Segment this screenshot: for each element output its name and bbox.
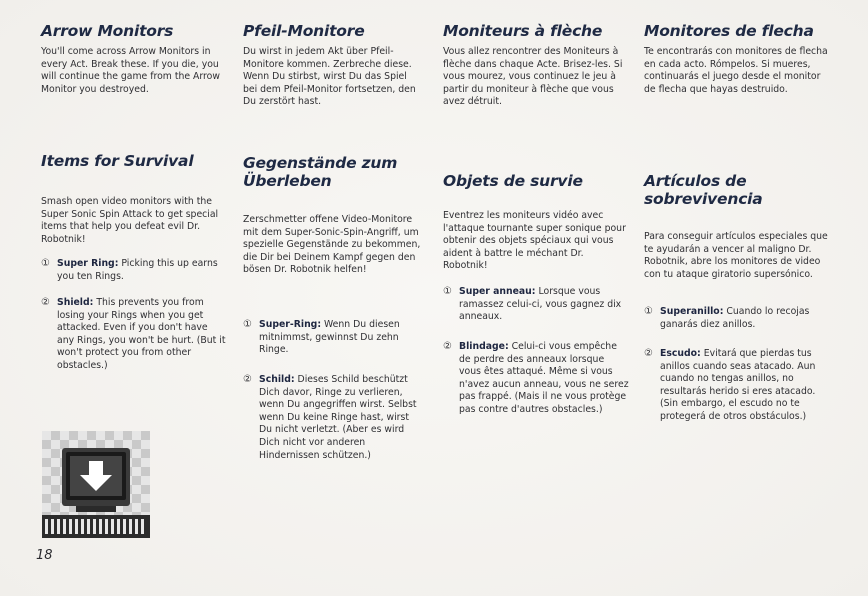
item-description [660,306,830,331]
item-description [259,374,423,462]
item-term: Super Ring: [57,258,119,269]
heading-monitores-de-flecha: Monitores de flecha [644,22,814,40]
spanish-column [644,22,830,422]
paragraph-objets-de-survie: Eventrez les moniteurs vidéo avec l'attaque tournante super sonique pour obtenir des objets spéciaux qui vous aident à battre le méchant Dr. Robotnik! [443,210,626,272]
heading-gegenstaende: Gegenstände zum Überleben [243,154,398,190]
heading-items-for-survival: Items for Survival [41,152,194,170]
item-text: This prevents you from losing your Rings when you get attacked. Even if you don't have any Rings, you won't be hurt. (But it won't protect you from other obstacles.) [57,297,226,371]
french-column [443,22,629,415]
item-description [660,348,830,424]
item-term: Super-Ring: [259,319,322,330]
heading-articulos: Artículos de sobrevivencia [644,172,763,208]
item-number: ① [644,306,653,317]
english-column [41,22,227,371]
paragraph-articulos: Para conseguir artículos especiales que te ayudarán a vencer al maligno Dr. Robotnik, abre los monitores de video con tu ataque giratorio supersónico. [644,231,828,280]
item-number: ① [41,258,50,269]
arrow-monitor-illustration [42,431,150,538]
item-shield [644,348,830,424]
item-number: ① [443,286,452,297]
item-number: ① [243,319,252,330]
item-shield [243,374,423,462]
item-description [259,319,423,357]
item-super-ring [644,306,830,331]
item-number: ② [41,297,50,308]
item-term: Escudo: [660,348,701,359]
paragraph-arrow-monitors: You'll come across Arrow Monitors in every Act. Break these. If you die, you will continue the game from the Arrow Monitor you destroyed. [41,46,220,95]
item-description [57,297,227,373]
item-description [57,258,227,283]
paragraph-pfeil-monitore: Du wirst in jedem Akt über Pfeil-Monitore kommen. Zerbreche diese. Wenn Du stirbst, wirst Du das Spiel bei dem Pfeil-Monitor fortsetzen, den Du zerstört hast. [243,46,416,108]
item-number: ② [243,374,252,385]
item-text: Lorsque vous ramassez celui-ci, vous gagnez dix anneaux. [459,286,622,323]
item-text: Picking this up earns you ten Rings. [57,258,218,282]
arrow-monitor-icon [42,431,150,538]
item-term: Schild: [259,374,295,385]
item-text: Celui-ci vous empêche de perdre des anneaux lorsque vous êtes attaqué. Même si vous n'avez aucun anneau, vous ne serez pas frappé. (Mais il ne vous protège pas contre d'autres obstacles.) [459,341,629,415]
page-number: 18 [36,548,53,563]
item-shield [41,297,227,373]
item-term: Superanillo: [660,306,724,317]
paragraph-items-for-survival: Smash open video monitors with the Super Sonic Spin Attack to get special items that help you defeat evil Dr. Robotnik! [41,196,219,245]
item-number: ② [644,348,653,359]
item-text: Evitará que pierdas tus anillos cuando seas atacado. Aun cuando no tengas anillos, no resultarás herido si eres atacado. (Sin embargo, el escudo no te protegerá de otros obstáculos.) [660,348,816,422]
paragraph-moniteurs-a-fleche: Vous allez rencontrer des Moniteurs à flèche dans chaque Acte. Brisez-les. Si vous mourez, vous continuez le jeu à partir du moniteur à flèche que vous avez détruit. [443,46,623,108]
heading-pfeil-monitore: Pfeil-Monitore [243,22,365,40]
item-text: Wenn Du diesen mitnimmst, gewinnst Du zehn Ringe. [259,319,400,356]
item-text: Cuando lo recojas ganarás diez anillos. [660,306,810,330]
paragraph-gegenstaende: Zerschmetter offene Video-Monitore mit dem Super-Sonic-Spin-Angriff, um spezielle Gegenstände zu bekommen, die Dir bei Deinem Kampf gegen den bösen Dr. Robotnik helfen! [243,214,421,276]
item-number: ② [443,341,452,352]
item-super-ring [41,258,227,283]
heading-moniteurs-a-fleche: Moniteurs à flèche [443,22,603,40]
item-text: Dieses Schild beschützt Dich davor, Ringe zu verlieren, wenn Du angegriffen wirst. Selbst wenn Du keine Ringe hast, wirst Du nicht verletzt. (Aber es wird Dich nicht vor anderen Hindernissen schützen.) [259,374,417,461]
heading-arrow-monitors: Arrow Monitors [41,22,174,40]
item-description [459,286,629,324]
item-term: Super anneau: [459,286,536,297]
heading-objets-de-survie: Objets de survie [443,172,583,190]
paragraph-monitores-de-flecha: Te encontrarás con monitores de flecha en cada acto. Rómpelos. Si mueres, continuarás el juego desde el monitor de flecha que hayas destruido. [644,46,828,95]
item-term: Blindage: [459,341,509,352]
item-super-ring [443,286,629,324]
item-super-ring [243,319,423,357]
item-term: Shield: [57,297,94,308]
item-shield [443,341,629,417]
item-description [459,341,629,417]
german-column [243,22,423,461]
